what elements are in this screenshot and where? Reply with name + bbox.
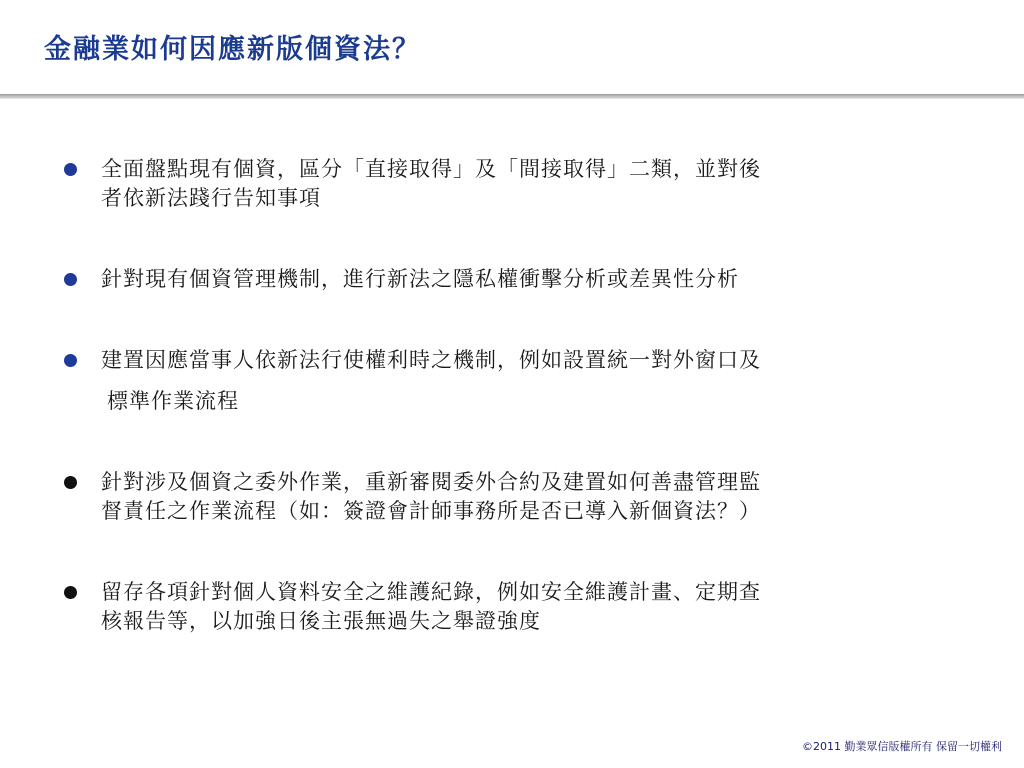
bullet-line-continued: 督責任之作業流程（如：簽證會計師事務所是否已導入新個資法？） bbox=[101, 499, 761, 523]
bullet-line-continued: 核報告等，以加強日後主張無過失之舉證強度 bbox=[101, 609, 541, 633]
bullet-line: 留存各項針對個人資料安全之維護紀錄，例如安全維護計畫、定期查 bbox=[101, 580, 761, 604]
bullet-line: 針對涉及個資之委外作業，重新審閱委外合約及建置如何善盡管理監 bbox=[101, 470, 761, 494]
bullet-dot-icon bbox=[64, 273, 77, 286]
bullet-line-continued: 標準作業流程 bbox=[107, 389, 239, 413]
bullet-line-continued: 者依新法踐行告知事項 bbox=[101, 186, 321, 210]
title-divider bbox=[0, 94, 1024, 99]
bullet-line: 針對現有個資管理機制，進行新法之隱私權衝擊分析或差異性分析 bbox=[101, 267, 739, 291]
bullet-list bbox=[64, 155, 964, 636]
bullet-item-5 bbox=[64, 578, 961, 636]
bullet-dot-icon bbox=[64, 163, 77, 176]
bullet-item-3 bbox=[64, 346, 961, 416]
bullet-line: 全面盤點現有個資，區分「直接取得」及「間接取得」二類，並對後 bbox=[101, 157, 761, 181]
bullet-dot-icon bbox=[64, 586, 77, 599]
bullet-item-1 bbox=[64, 155, 961, 213]
bullet-line: 建置因應當事人依新法行使權利時之機制，例如設置統一對外窗口及 bbox=[101, 348, 761, 372]
bullet-dot-icon bbox=[64, 476, 77, 489]
bullet-item-2 bbox=[64, 265, 961, 294]
slide-title: 金融業如何因應新版個資法？ bbox=[44, 34, 421, 65]
title-bar bbox=[0, 0, 1024, 96]
bullet-item-4 bbox=[64, 468, 961, 526]
copyright-footer: ©2011 勤業眾信版權所有 保留一切權利 bbox=[802, 740, 1002, 753]
bullet-dot-icon bbox=[64, 354, 77, 367]
